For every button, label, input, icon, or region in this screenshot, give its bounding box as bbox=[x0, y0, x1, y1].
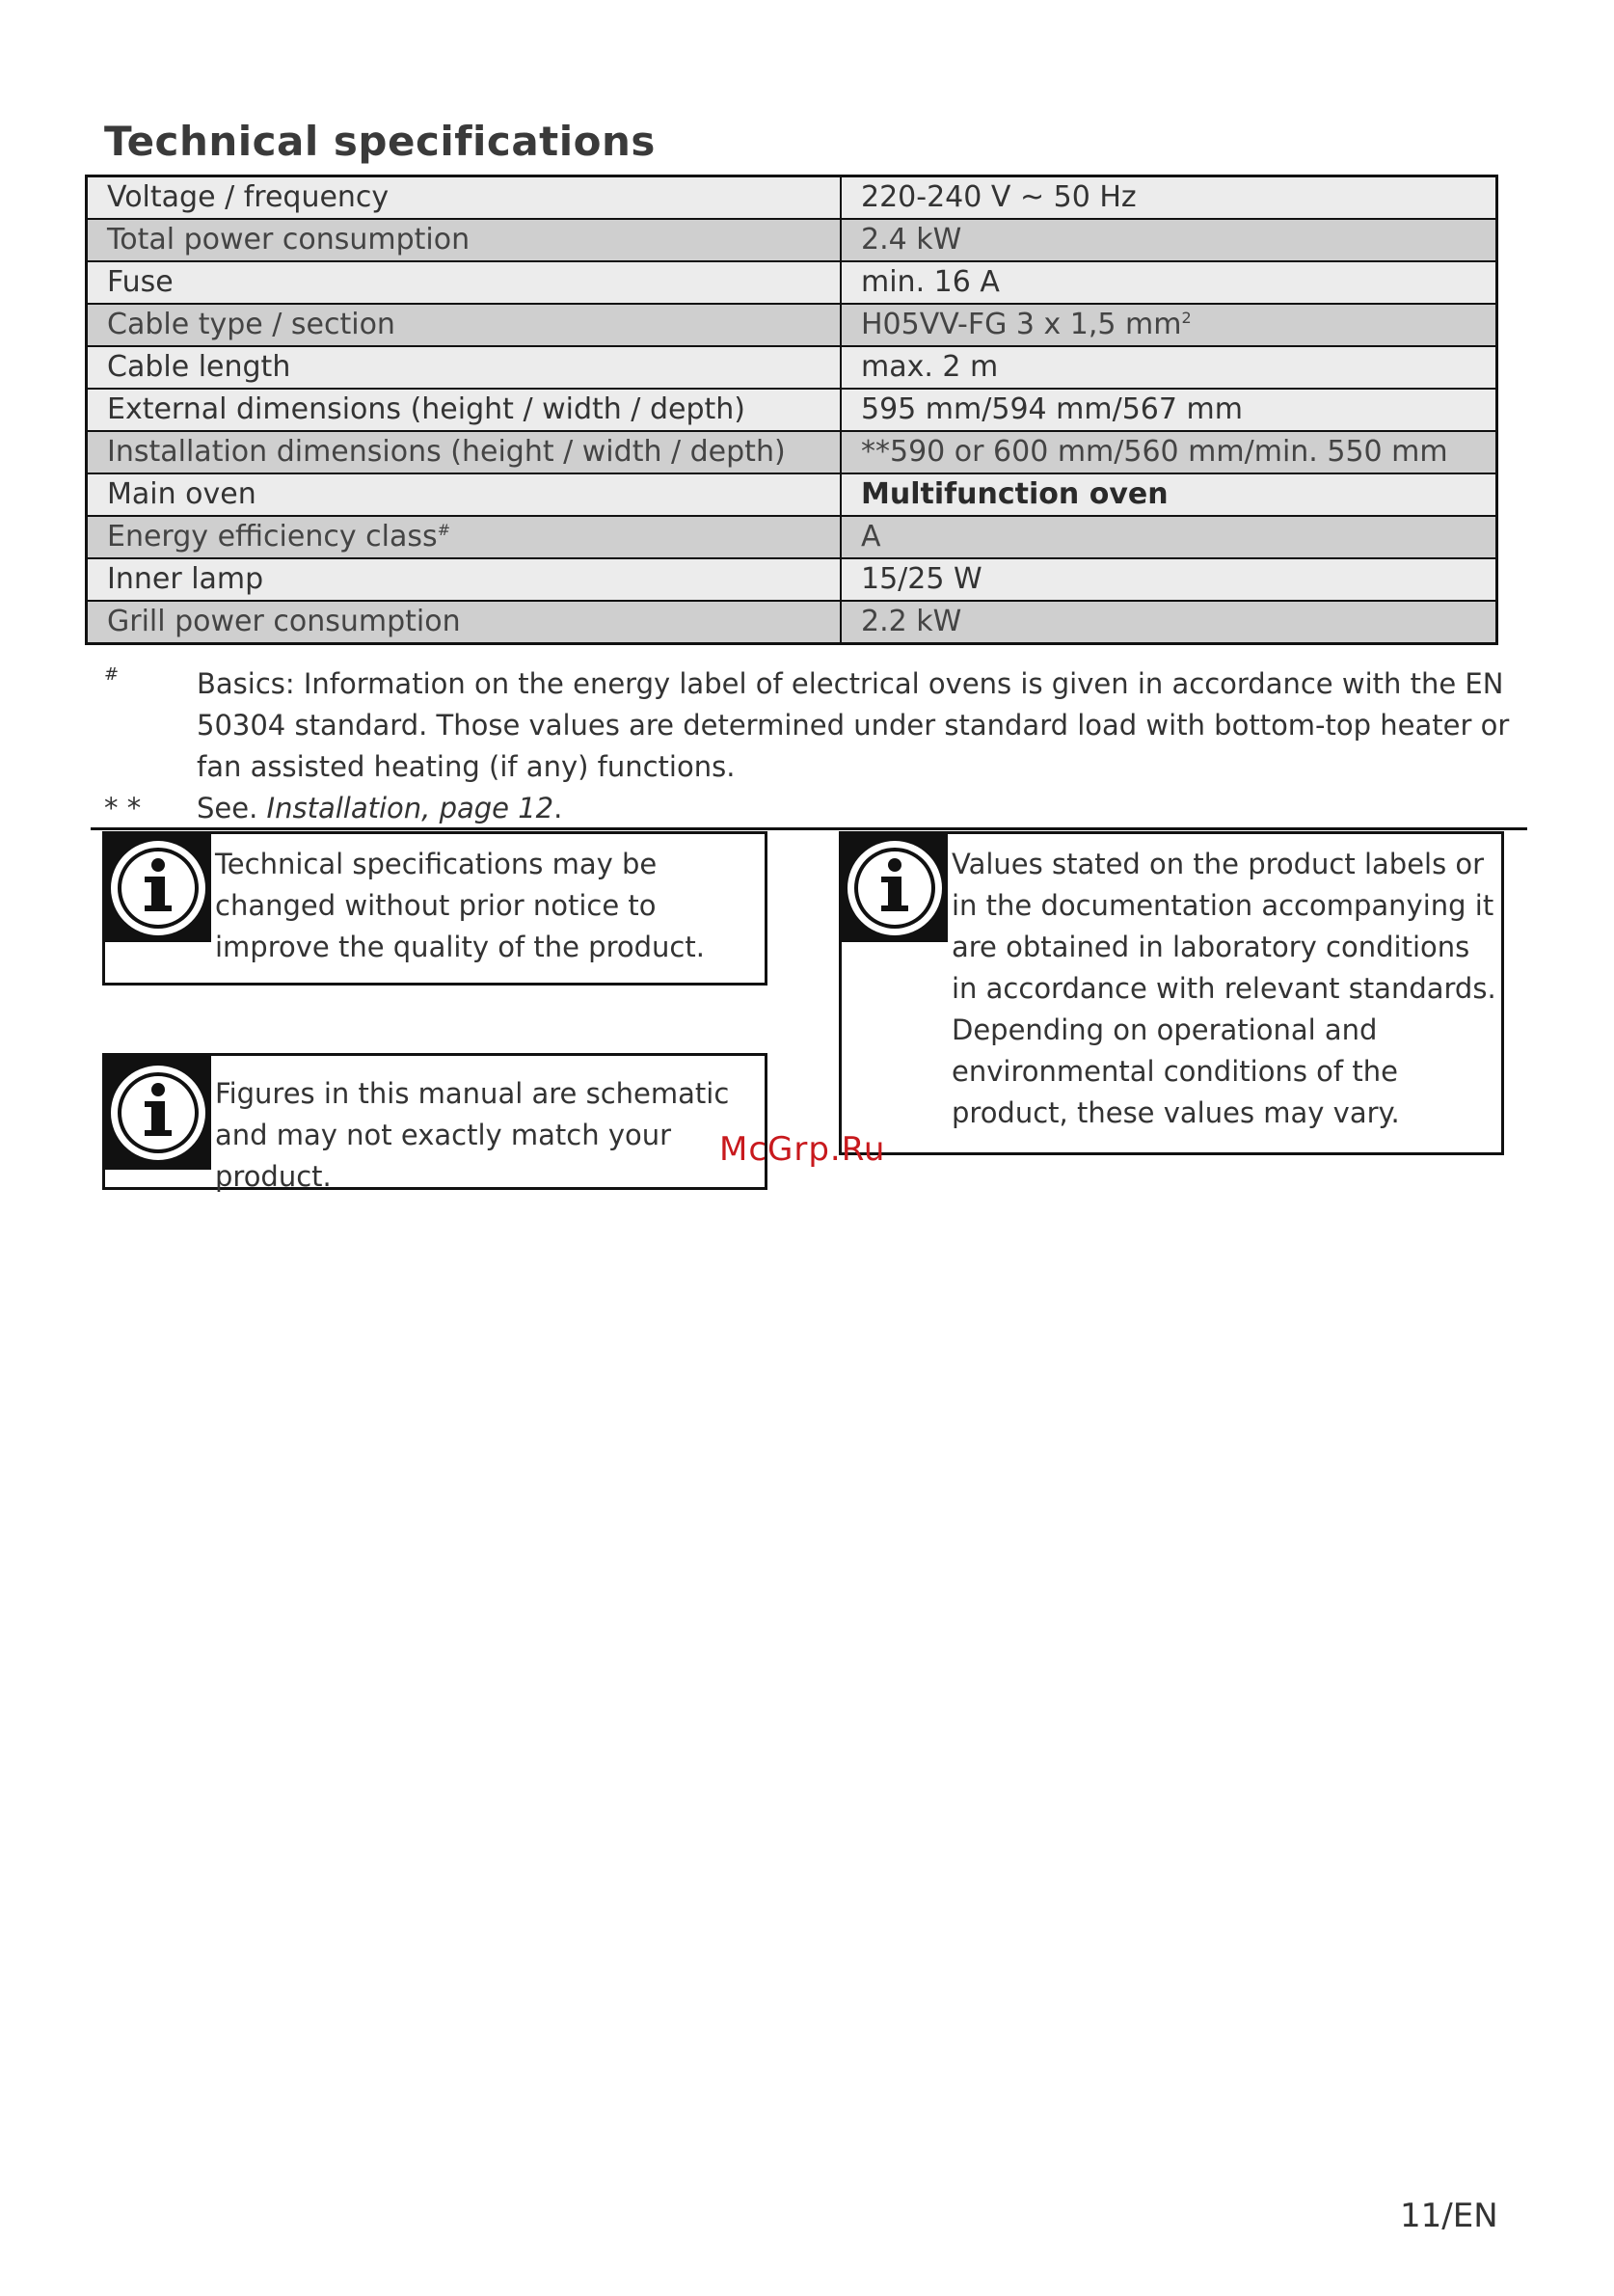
spec-value: 2.2 kW bbox=[841, 601, 1497, 644]
superscript: # bbox=[437, 521, 450, 539]
table-row bbox=[87, 346, 1497, 389]
footnote-suffix: . bbox=[553, 792, 563, 824]
footnotes bbox=[104, 663, 1512, 829]
table-row bbox=[87, 261, 1497, 304]
info-icon bbox=[842, 834, 948, 942]
spec-value: 2.4 kW bbox=[841, 219, 1497, 261]
spec-label: Total power consumption bbox=[87, 219, 842, 261]
spec-value: 15/25 W bbox=[841, 558, 1497, 601]
spec-label-text: Energy efficiency class bbox=[107, 520, 438, 554]
info-box-specifications bbox=[102, 831, 767, 986]
table-row bbox=[87, 601, 1497, 644]
watermark: McGrp.Ru bbox=[719, 1130, 886, 1169]
footnote-mark: # bbox=[104, 664, 120, 685]
spec-label: Fuse bbox=[87, 261, 842, 304]
specifications-table bbox=[85, 175, 1498, 645]
footnote-prefix: See. bbox=[197, 792, 267, 824]
footnote-star bbox=[104, 788, 1512, 829]
spec-label: Installation dimensions (height / width / depth) bbox=[87, 431, 842, 473]
table-row bbox=[87, 304, 1497, 346]
info-box-figures bbox=[102, 1053, 767, 1193]
table-row bbox=[87, 558, 1497, 601]
spec-value bbox=[841, 304, 1497, 346]
footnote-hash bbox=[104, 663, 1512, 788]
table-row bbox=[87, 219, 1497, 261]
spec-value: **590 or 600 mm/560 mm/min. 550 mm bbox=[841, 431, 1497, 473]
info-text: Technical specifications may be changed without prior notice to improve the quality of the product. bbox=[215, 848, 705, 963]
spec-label: Inner lamp bbox=[87, 558, 842, 601]
info-icon bbox=[105, 1056, 211, 1170]
info-text: Figures in this manual are schematic and may not exactly match your product. bbox=[215, 1077, 730, 1193]
page-number: 11/EN bbox=[1400, 2197, 1498, 2235]
info-icon bbox=[105, 834, 211, 942]
footnote-text bbox=[197, 788, 1512, 829]
spec-label: Voltage / frequency bbox=[87, 176, 842, 220]
footnote-text: Basics: Information on the energy label of electrical ovens is given in accordance with the EN 50304 standard. Those values are determined under standard load with bottom-top heater or fan assisted heating (if any) functions. bbox=[197, 667, 1510, 783]
horizontal-divider bbox=[91, 827, 1527, 830]
spec-label: External dimensions (height / width / depth) bbox=[87, 389, 842, 431]
spec-value: 595 mm/594 mm/567 mm bbox=[841, 389, 1497, 431]
table-row bbox=[87, 431, 1497, 473]
spec-value: Multifunction oven bbox=[841, 473, 1497, 516]
spec-label: Grill power consumption bbox=[87, 601, 842, 644]
footnote-mark: * * bbox=[104, 792, 142, 824]
superscript: 2 bbox=[1181, 309, 1192, 327]
info-box-values bbox=[839, 831, 1504, 1155]
table-row bbox=[87, 473, 1497, 516]
page-title: Technical specifications bbox=[104, 118, 656, 165]
spec-label bbox=[87, 516, 842, 558]
spec-label: Cable length bbox=[87, 346, 842, 389]
footnote-reference: Installation, page 12 bbox=[266, 792, 554, 824]
spec-value: 220-240 V ~ 50 Hz bbox=[841, 176, 1497, 220]
spec-label: Cable type / section bbox=[87, 304, 842, 346]
spec-value: A bbox=[841, 516, 1497, 558]
table-row bbox=[87, 516, 1497, 558]
table-row bbox=[87, 389, 1497, 431]
spec-label: Main oven bbox=[87, 473, 842, 516]
table-row bbox=[87, 176, 1497, 220]
spec-value-text: H05VV-FG 3 x 1,5 mm bbox=[861, 308, 1182, 341]
spec-value: min. 16 A bbox=[841, 261, 1497, 304]
info-text: Values stated on the product labels or in the documentation accompanying it are obtained in laboratory conditions in accordance with relevant standards. Depending on operational and environmental conditions of the product, these values may vary. bbox=[952, 848, 1496, 1129]
spec-value: max. 2 m bbox=[841, 346, 1497, 389]
